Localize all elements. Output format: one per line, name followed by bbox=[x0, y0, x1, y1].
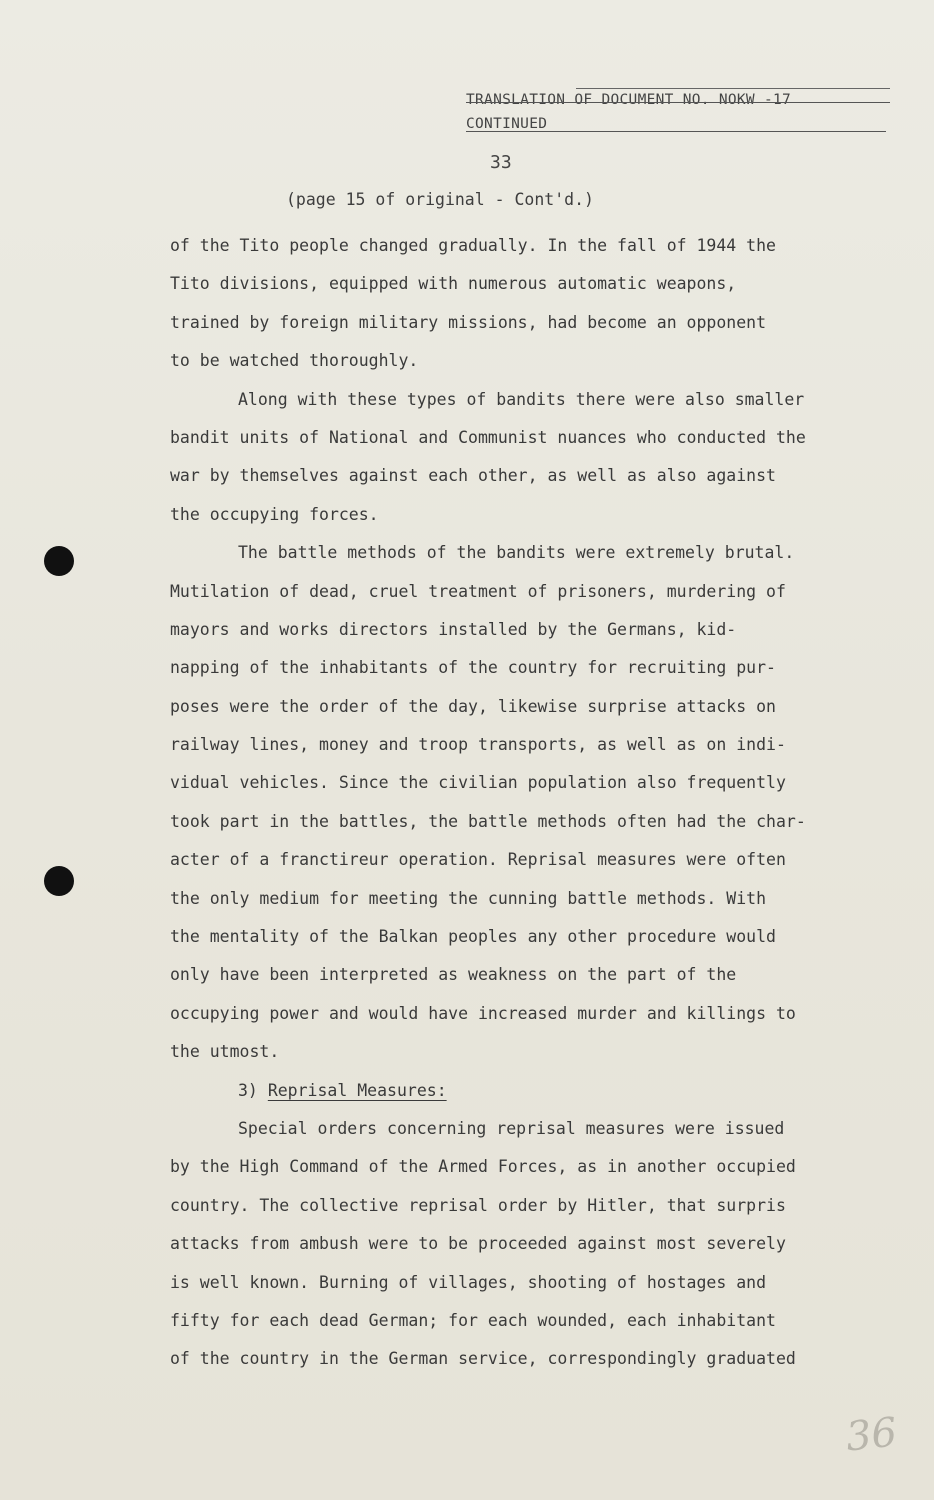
text-line: attacks from ambush were to be proceeded against most severely bbox=[170, 1234, 786, 1254]
text-line: of the Tito people changed gradually. In the fall of 1944 the bbox=[170, 236, 776, 255]
section-number: 3) bbox=[238, 1080, 258, 1100]
text-line: trained by foreign military missions, had become an opponent bbox=[170, 312, 767, 332]
text-line: occupying power and would have increased murder and killings to bbox=[170, 1003, 796, 1023]
text-line: the utmost. bbox=[170, 1042, 280, 1062]
punch-hole bbox=[44, 866, 74, 896]
text-line: fifty for each dead German; for each wounded, each inhabitant bbox=[170, 1310, 776, 1330]
text-line: war by themselves against each other, as well as also against bbox=[170, 466, 776, 486]
text-line: Along with these types of bandits there were also smaller bbox=[238, 389, 805, 409]
translation-title: TRANSLATION OF DOCUMENT NO. NOKW -17 bbox=[466, 92, 792, 108]
text-line: acter of a franctireur operation. Reprisal measures were often bbox=[170, 850, 786, 870]
text-line: Special orders concerning reprisal measures were issued bbox=[238, 1118, 785, 1138]
header-rule-strike bbox=[466, 102, 890, 103]
text-line: the only medium for meeting the cunning battle methods. With bbox=[170, 888, 767, 908]
text-line: mayors and works directors installed by the Germans, kid- bbox=[170, 619, 737, 639]
text-line: to be watched thoroughly. bbox=[170, 351, 419, 371]
header-rule-top bbox=[576, 88, 890, 89]
text-line: napping of the inhabitants of the country for recruiting pur- bbox=[170, 658, 776, 678]
text-line: is well known. Burning of villages, shooting of hostages and bbox=[170, 1272, 767, 1292]
text-line: the occupying forces. bbox=[170, 504, 379, 524]
page-number: 33 bbox=[490, 152, 512, 173]
text-line: by the High Command of the Armed Forces, as in another occupied bbox=[170, 1157, 796, 1177]
text-line: took part in the battles, the battle methods often had the char- bbox=[170, 811, 806, 831]
text-line: poses were the order of the day, likewise surprise attacks on bbox=[170, 696, 776, 716]
section-title: Reprisal Measures: bbox=[267, 1080, 447, 1100]
text-line: Tito divisions, equipped with numerous automatic weapons, bbox=[170, 274, 737, 294]
page-reference: (page 15 of original - Cont'd.) bbox=[286, 190, 594, 209]
text-line: bandit units of National and Communist nuances who conducted the bbox=[170, 427, 806, 447]
header-rule-bottom bbox=[466, 131, 886, 132]
text-line: of the country in the German service, correspondingly graduated bbox=[170, 1349, 796, 1369]
body-text bbox=[170, 227, 905, 1379]
text-line: Mutilation of dead, cruel treatment of prisoners, murdering of bbox=[170, 581, 786, 601]
continued-label: CONTINUED bbox=[466, 116, 548, 132]
section-heading bbox=[170, 1072, 905, 1110]
text-line: vidual vehicles. Since the civilian population also frequently bbox=[170, 773, 786, 793]
punch-hole bbox=[44, 546, 74, 576]
handwritten-page-number: 36 bbox=[843, 1409, 900, 1461]
text-line: The battle methods of the bandits were extremely brutal. bbox=[238, 543, 795, 563]
text-line: only have been interpreted as weakness on the part of the bbox=[170, 965, 737, 985]
text-line: country. The collective reprisal order by Hitler, that surpris bbox=[170, 1195, 786, 1215]
text-line: railway lines, money and troop transports, as well as on indi- bbox=[170, 735, 786, 755]
text-line: the mentality of the Balkan peoples any other procedure would bbox=[170, 927, 776, 947]
